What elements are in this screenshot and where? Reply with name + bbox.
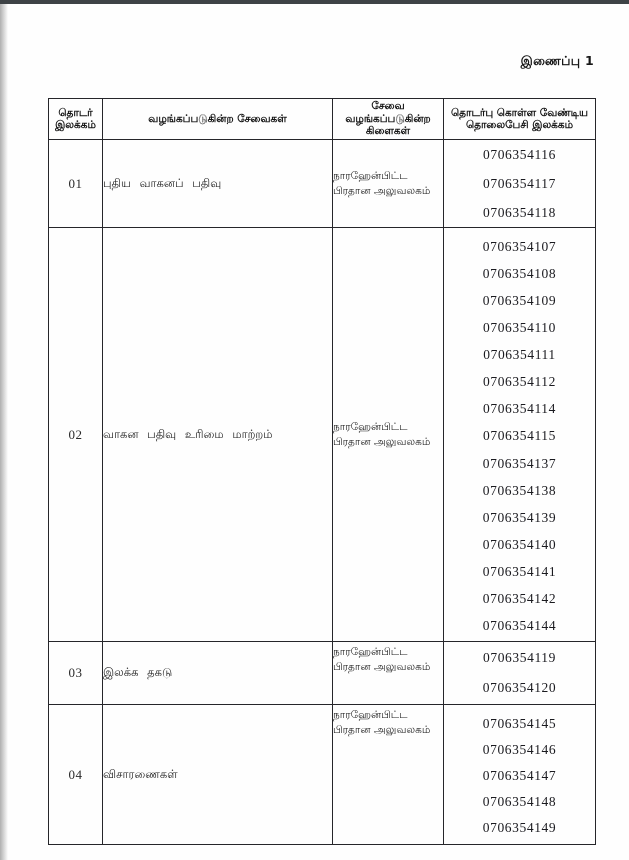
service-name-cell: புதிய வாகனப் பதிவு [103,140,333,228]
phone-list [444,644,595,703]
phone-number: 0706354116 [483,146,556,162]
phone-number: 0706354148 [482,794,557,809]
serial-number-cell: 02 [49,228,103,642]
branch-cell: நாரஹேன்பிட்ட பிரதான அலுவலகம் [333,228,444,642]
scan-edge-top [0,0,629,4]
phone-number: 0706354137 [482,455,557,471]
phone-number: 0706354140 [482,536,557,552]
table-header-row [49,99,596,140]
phone-number: 0706354117 [483,175,556,191]
phone-number: 0706354107 [482,239,557,255]
phone-number: 0706354144 [482,617,557,633]
phone-list [444,140,595,227]
table-row [49,642,596,705]
branch-cell: நாரஹேன்பிட்ட பிரதான அலுவலகம் [333,705,444,845]
phone-number: 0706354111 [483,347,556,363]
scan-edge-left [0,4,8,860]
phone-numbers-cell [444,228,596,642]
phone-number: 0706354118 [483,204,556,220]
branch-cell: நாரஹேன்பிட்ட பிரதான அலுவலகம் [333,140,444,228]
phone-number: 0706354108 [482,266,557,282]
phone-number: 0706354146 [482,742,557,757]
phone-number: 0706354139 [482,509,557,525]
phone-numbers-cell [444,705,596,845]
table-row [49,228,596,642]
serial-number-cell: 03 [49,642,103,705]
phone-number: 0706354119 [483,650,556,666]
col-header-services-provided: வழங்கப்படுகின்ற சேவைகள் [103,99,333,140]
serial-number-cell: 04 [49,705,103,845]
phone-number: 0706354138 [482,482,557,498]
annexure-label: இணைப்பு 1 [520,53,594,68]
phone-number: 0706354114 [483,401,556,417]
phone-number: 0706354115 [483,428,556,444]
phone-list [444,708,595,841]
phone-list [444,230,595,640]
service-name-cell: இலக்க தகடு [103,642,333,705]
table-row [49,140,596,228]
branch-cell: நாரஹேன்பிட்ட பிரதான அலுவலகம் [333,642,444,705]
col-header-service-branches: சேவை வழங்கப்படுகின்ற கிளைகள் [333,99,444,140]
phone-number: 0706354141 [482,563,557,579]
phone-number: 0706354149 [482,820,557,835]
phone-number: 0706354142 [482,590,557,606]
services-contact-table [48,98,596,845]
phone-number: 0706354110 [483,320,556,336]
serial-number-cell: 01 [49,140,103,228]
phone-number: 0706354120 [482,679,557,695]
col-header-serial-number: தொடர் இலக்கம் [49,99,103,140]
phone-number: 0706354109 [482,293,557,309]
phone-number: 0706354112 [483,374,556,390]
col-header-contact-telephone: தொடர்பு கொள்ள வேண்டிய தொலைபேசி இலக்கம் [444,99,596,140]
service-name-cell: வாகன பதிவு உரிமை மாற்றம் [103,228,333,642]
phone-number: 0706354145 [482,716,557,731]
service-name-cell: விசாரணைகள் [103,705,333,845]
phone-numbers-cell [444,140,596,228]
phone-number: 0706354147 [482,768,557,783]
table-row [49,705,596,845]
phone-numbers-cell [444,642,596,705]
